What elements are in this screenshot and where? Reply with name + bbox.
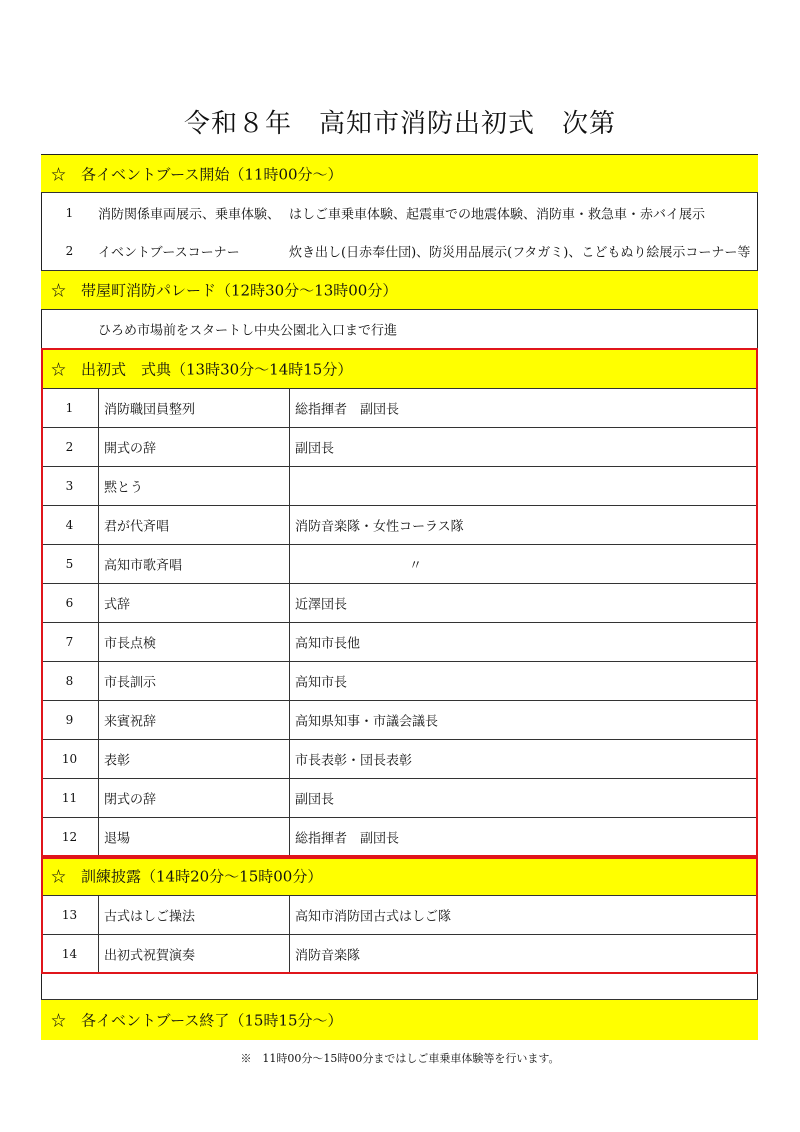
- blank-row: [41, 974, 758, 1000]
- ceremony-row-item: 黙とう: [104, 480, 144, 496]
- ceremony-row: [41, 740, 758, 779]
- ceremony-row: [41, 818, 758, 857]
- training-row: [41, 935, 758, 974]
- training-row-person: 消防音楽隊: [295, 948, 361, 964]
- section-training: [41, 857, 758, 896]
- training-row-number: 14: [61, 947, 78, 961]
- ceremony-row-person: 高知県知事・市議会議長: [295, 714, 439, 730]
- ceremony-row-item: 閉式の辞: [104, 792, 157, 808]
- ceremony-row-number: 5: [65, 557, 74, 571]
- ceremony-row-person: 消防音楽隊・女性コーラス隊: [295, 519, 464, 535]
- ceremony-row-number: 8: [65, 674, 74, 688]
- booth-row-2-item: イベントブースコーナー: [98, 245, 240, 261]
- ceremony-row: [41, 506, 758, 545]
- ceremony-row: [41, 779, 758, 818]
- section-training-label: ☆ 訓練披露（14時20分～15時00分）: [51, 867, 323, 886]
- booth-row-2-detail: 炊き出し(日赤奉仕団)、防災用品展示(フタガミ)、こどもぬり絵展示コーナー等: [289, 245, 751, 261]
- ceremony-row-item: 君が代斉唱: [104, 519, 170, 535]
- ceremony-row-number: 6: [65, 596, 74, 610]
- ceremony-row-number: 9: [65, 713, 74, 727]
- section-booth-start-label: ☆ 各イベントブース開始（11時00分～）: [51, 165, 343, 183]
- page-title: 令和８年 高知市消防出初式 次第: [183, 109, 616, 139]
- section-booth-start: [41, 154, 758, 193]
- booth-row-1: [41, 193, 758, 232]
- ceremony-row-person: 〃: [409, 558, 423, 574]
- ceremony-row-number: 11: [61, 791, 78, 805]
- ceremony-row-item: 表彰: [104, 753, 131, 769]
- ceremony-row-item: 退場: [104, 831, 131, 847]
- ceremony-row-person: 近澤団長: [295, 597, 348, 613]
- ceremony-row-person: 総指揮者 副団長: [295, 831, 400, 847]
- ceremony-row-number: 4: [65, 518, 74, 532]
- section-parade-label: ☆ 帯屋町消防パレード（12時30分～13時00分）: [51, 281, 398, 300]
- ceremony-row: [41, 428, 758, 467]
- ceremony-row-item: 市長訓示: [104, 675, 157, 691]
- ceremony-row-person: 総指揮者 副団長: [295, 402, 400, 418]
- ceremony-row-number: 10: [61, 752, 78, 766]
- parade-row: [41, 310, 758, 349]
- ceremony-row-person: 副団長: [295, 441, 335, 457]
- ceremony-row: [41, 467, 758, 506]
- booth-row-1-detail: はしご車乗車体験、起震車での地震体験、消防車・救急車・赤バイ展示: [289, 207, 706, 222]
- ceremony-row-item: 式辞: [104, 597, 131, 613]
- section-ceremony-label: ☆ 出初式 式典（13時30分～14時15分）: [51, 360, 353, 378]
- training-row-item: 出初式祝賀演奏: [104, 948, 196, 964]
- ceremony-row-number: 1: [65, 401, 74, 415]
- ceremony-row-item: 開式の辞: [104, 441, 157, 457]
- parade-route: ひろめ市場前をスタートし中央公園北入口まで行進: [98, 323, 398, 339]
- ceremony-row-person: 高知市長他: [295, 636, 361, 652]
- ceremony-row-person: 高知市長: [295, 675, 348, 691]
- ceremony-row-number: 2: [65, 440, 74, 454]
- ceremony-row-item: 消防職団員整列: [104, 402, 196, 418]
- ceremony-row: [41, 623, 758, 662]
- ceremony-row-number: 12: [61, 830, 78, 844]
- booth-row-2: [41, 232, 758, 271]
- ceremony-row-person: 市長表彰・団長表彰: [295, 753, 413, 769]
- ceremony-row-person: 副団長: [295, 792, 335, 808]
- ceremony-row: [41, 584, 758, 623]
- ceremony-row-item: 来賓祝辞: [104, 714, 157, 730]
- training-row: [41, 896, 758, 935]
- booth-row-2-number: 2: [65, 244, 74, 258]
- training-row-number: 13: [61, 908, 78, 922]
- section-parade: [41, 271, 758, 310]
- footnote: ※ 11時00分～15時00分まではしご車乗車体験等を行います。: [240, 1052, 560, 1065]
- training-row-person: 高知市消防団古式はしご隊: [295, 909, 452, 925]
- ceremony-row-number: 7: [65, 635, 74, 649]
- ceremony-row: [41, 389, 758, 428]
- ceremony-row: [41, 545, 758, 584]
- ceremony-row: [41, 662, 758, 701]
- ceremony-row-item: 高知市歌斉唱: [104, 558, 183, 574]
- ceremony-row: [41, 701, 758, 740]
- ceremony-row-item: 市長点検: [104, 636, 157, 652]
- section-ceremony: [41, 349, 758, 389]
- section-booth-end: [41, 1000, 758, 1040]
- training-row-item: 古式はしご操法: [104, 909, 196, 925]
- booth-row-1-item: 消防関係車両展示、乗車体験、: [98, 207, 281, 222]
- booth-row-1-number: 1: [65, 205, 74, 220]
- ceremony-row-number: 3: [65, 479, 74, 493]
- section-booth-end-label: ☆ 各イベントブース終了（15時15分～）: [51, 1011, 343, 1030]
